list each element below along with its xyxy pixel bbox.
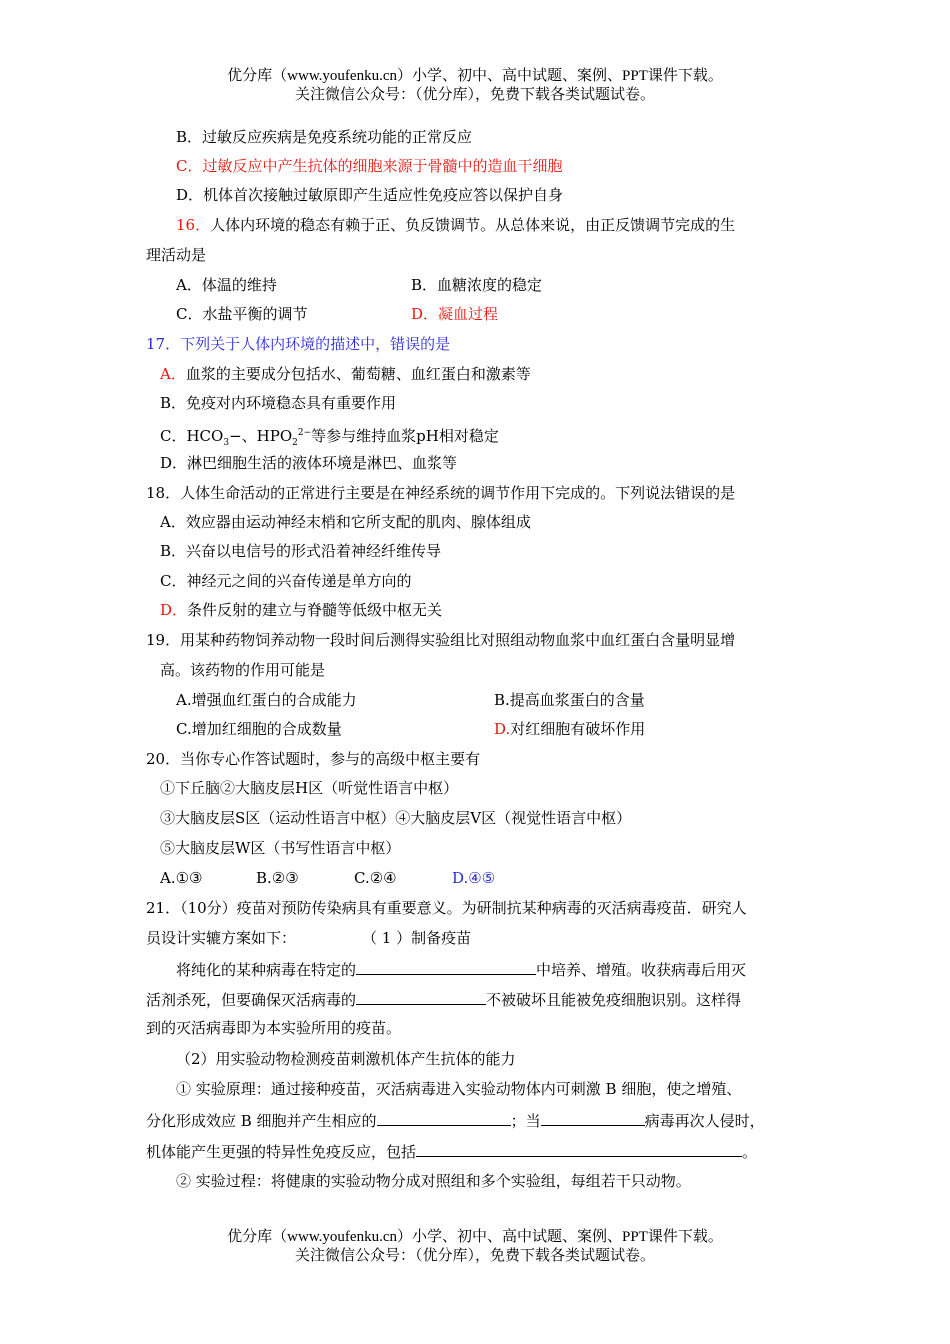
q16-stem-text: 人体内环境的稳态有赖于正、负反馈调节。从总体来说，由正反馈调节完成的生 (210, 216, 736, 234)
q21-principle-line3 (146, 1140, 757, 1162)
page-footer (0, 1228, 950, 1266)
q18-option-d (160, 600, 442, 620)
q16-option-d-answer: D．凝血过程 (411, 305, 499, 323)
q18-option-b: B．兴奋以电信号的形式沿着神经纤维传导 (160, 542, 442, 560)
q16-option-c: C．水盐平衡的调节 (176, 305, 308, 323)
blank-same-virus[interactable] (541, 1109, 645, 1126)
q20-item-3: ⑤大脑皮层W区（书写性语言中枢） (160, 839, 401, 857)
q21-para1-line1 (176, 958, 746, 980)
q16-stem-line2: 理活动是 (146, 246, 207, 264)
q18-option-c: C．神经元之间的兴奋传递是单方向的 (160, 572, 412, 590)
q17-option-a (160, 364, 531, 384)
footer-line-1: 优分库（www.youfenku.cn）小学、初中、高中试题、案例、PPT课件下载。 (227, 1229, 723, 1245)
q20-item-1: ①下丘脑②大脑皮层H区（听觉性语言中枢） (160, 779, 459, 797)
q17-option-c-sup: 2− (297, 428, 312, 438)
q19-option-d-letter: D. (494, 720, 511, 738)
q19-option-b: B.提高血浆蛋白的含量 (494, 691, 645, 709)
q18-stem: 18．人体生命活动的正常进行主要是在神经系统的调节作用下完成的。下列说法错误的是 (146, 484, 736, 502)
footer-line-2: 关注微信公众号：（优分库），免费下载各类试题试卷。 (294, 1248, 655, 1264)
q21-part1-title: （ 1 ）制备疫苗 (362, 929, 472, 947)
q21-para2-a: 活剂杀死，但要确保灭活病毒的 (146, 991, 357, 1009)
q17-option-c-sub: 3 (223, 438, 230, 448)
q17-stem: 17．下列关于人体内环境的描述中，错误的是 (146, 335, 451, 353)
q21-para2-b: 不被破坏且能被免疫细胞识别。这样得 (486, 991, 742, 1009)
q21-principle-3a: 机体能产生更强的特异性免疫反应，包括 (146, 1143, 417, 1161)
q20-option-d-answer: D.④⑤ (452, 869, 496, 887)
q16-option-a: A．体温的维持 (176, 276, 277, 294)
q21-principle-3b: 。 (742, 1143, 758, 1161)
q19-option-d-text: 对红细胞有破坏作用 (510, 720, 646, 738)
header-line-2: 关注微信公众号：（优分库），免费下载各类试题试卷。 (294, 87, 655, 103)
q17-option-d: D．淋巴细胞生活的液体环境是淋巴、血浆等 (160, 454, 458, 472)
q20-item-2: ③大脑皮层S区（运动性语言中枢）④大脑皮层V区（视觉性语言中枢） (160, 809, 632, 827)
q16-stem-line1 (176, 215, 735, 235)
q16-option-b: B．血糖浓度的稳定 (411, 276, 543, 294)
q17-option-c (160, 423, 499, 453)
header-line-1: 优分库（www.youfenku.cn）小学、初中、高中试题、案例、PPT课件下载。 (227, 68, 723, 84)
q19-stem-line1: 19．用某种药物饲养动物一段时间后测得实验组比对照组动物血浆中血红蛋白含量明显增 (146, 631, 736, 649)
q21-principle-line2 (146, 1109, 765, 1131)
blank-culture-medium[interactable] (356, 958, 536, 975)
q19-option-a: A.增强血红蛋白的合成能力 (176, 691, 357, 709)
q21-part2-title: （2）用实验动物检测疫苗刺激机体产生抗体的能力 (176, 1050, 516, 1068)
q21-stem-line2 (146, 928, 471, 948)
q15-option-b: B．过敏反应疾病是免疫系统功能的正常反应 (176, 128, 473, 146)
q21-principle-2a: 分化形成效应 B 细胞并产生相应的 (146, 1112, 377, 1130)
q17-option-b: B．免疫对内环境稳态具有重要作用 (160, 394, 397, 412)
q18-option-d-text: 条件反射的建立与脊髓等低级中枢无关 (187, 601, 443, 619)
q21-para1-b: 中培养、增殖。收获病毒后用灭 (536, 961, 747, 979)
q21-principle-2b: ；当 (510, 1112, 541, 1130)
blank-antibody[interactable] (377, 1109, 511, 1126)
q17-option-a-text: 血浆的主要成分包括水、葡萄糖、血红蛋白和激素等 (185, 365, 531, 383)
q17-option-c-part1: C．HCO (160, 427, 224, 445)
blank-immune-response[interactable] (416, 1140, 742, 1157)
q19-stem-line2: 高。该药物的作用可能是 (160, 661, 326, 679)
q20-option-a: A.①③ (160, 869, 203, 887)
q17-option-c-sub2: 2 (292, 438, 298, 448)
q21-para1-line3: 到的灭活病毒即为本实验所用的疫苗。 (146, 1019, 402, 1037)
q21-stem-line2-a: 员设计实辘方案如下： (146, 929, 297, 947)
q17-option-c-part3: 等参与维持血浆pH相对稳定 (311, 427, 499, 445)
q19-option-d (494, 719, 645, 739)
q21-stem-line1: 21．（10分）疫苗对预防传染病具有重要意义。为研制抗某种病毒的灭活病毒疫苗．研究人 (146, 899, 747, 917)
q21-principle-line1: ① 实验原理：通过接种疫苗，灭活病毒进入实验动物体内可刺激 B 细胞，使之增殖、 (176, 1080, 742, 1098)
q20-option-c: C.②④ (354, 869, 397, 887)
q19-option-c: C.增加红细胞的合成数量 (176, 720, 342, 738)
q15-option-d: D．机体首次接触过敏原即产生适应性免疫应答以保护自身 (176, 186, 564, 204)
q17-option-c-part2: −、HPO (229, 427, 293, 445)
page-header (0, 67, 950, 105)
q20-stem: 20．当你专心作答试题时，参与的高级中枢主要有 (146, 750, 481, 768)
q20-option-b: B.②③ (256, 869, 299, 887)
q15-option-c-answer: C．过敏反应中产生抗体的细胞来源于骨髓中的造血干细胞 (176, 157, 563, 175)
q21-para1-line2 (146, 988, 741, 1010)
q17-option-a-letter: A． (160, 365, 186, 383)
q21-procedure: ② 实验过程：将健康的实验动物分成对照组和多个实验组，每组若干只动物。 (176, 1172, 691, 1190)
q21-para1-a: 将纯化的某种病毒在特定的 (176, 961, 357, 979)
q18-option-a: A．效应器由运动神经末梢和它所支配的肌肉、腺体组成 (160, 513, 531, 531)
q16-number: 16． (176, 216, 211, 234)
q21-principle-2c: 病毒再次人侵时， (644, 1112, 765, 1130)
blank-virus-component[interactable] (356, 988, 486, 1005)
q18-option-d-letter: D． (160, 601, 188, 619)
